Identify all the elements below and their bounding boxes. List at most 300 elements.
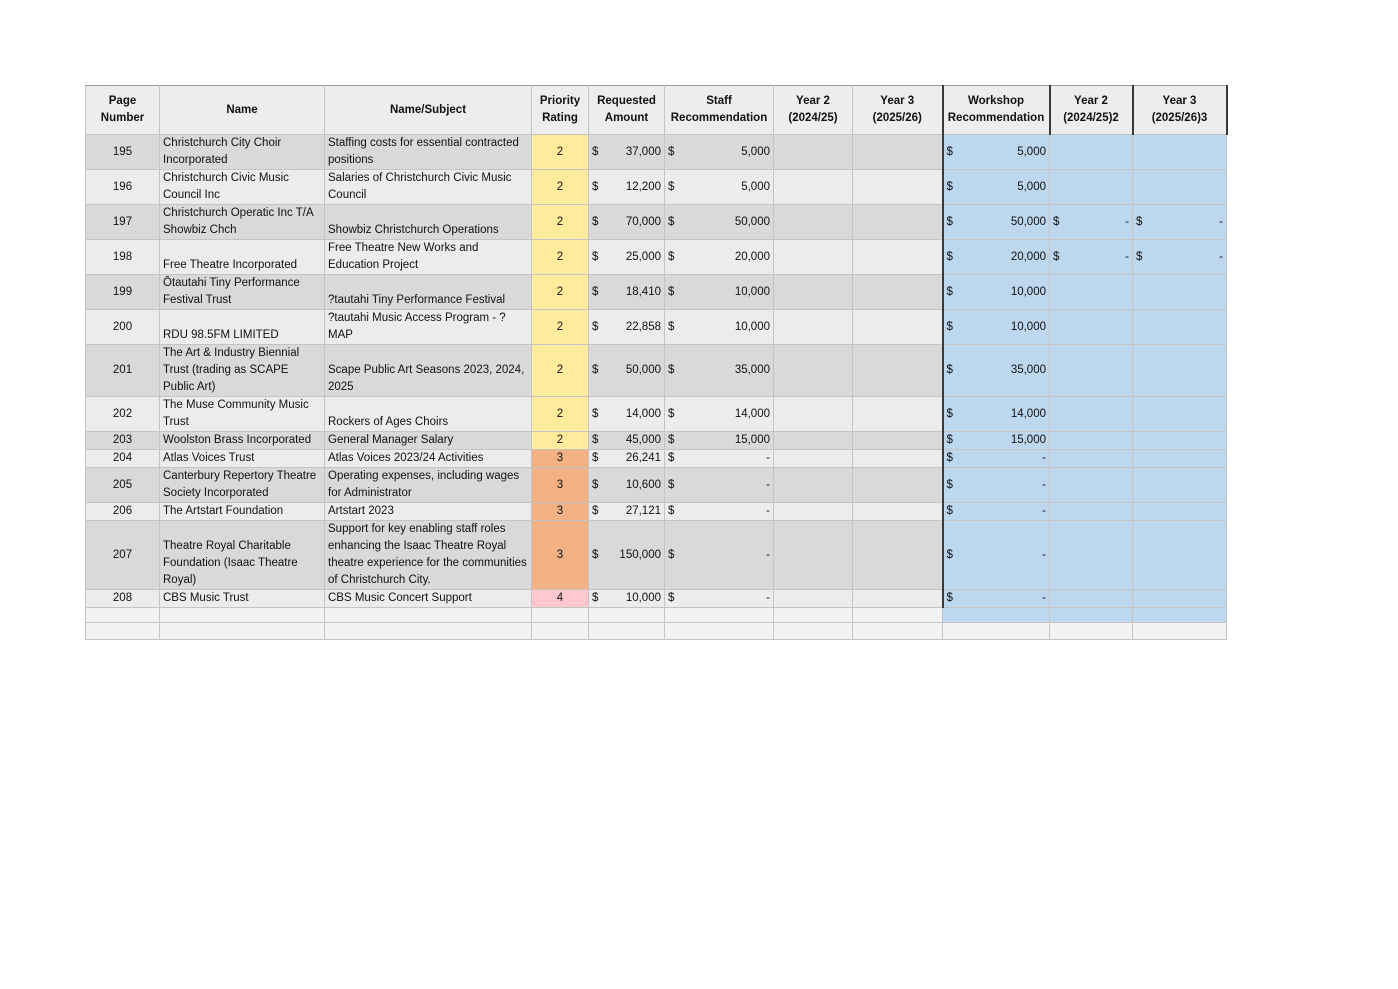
- name-cell[interactable]: Theatre Royal Charitable Foundation (Isaac Theatre Royal): [160, 521, 325, 590]
- empty-cell[interactable]: [1133, 623, 1227, 640]
- currency-symbol: $: [946, 434, 953, 446]
- year2-cell[interactable]: [774, 240, 853, 275]
- page-number-cell[interactable]: 207: [86, 521, 160, 590]
- year3-cell[interactable]: [853, 521, 943, 590]
- year3b-cell-amount: -: [1219, 250, 1223, 263]
- year3b-cell[interactable]: [1133, 135, 1227, 170]
- requested-cell[interactable]: [589, 135, 665, 170]
- priority-cell[interactable]: 2: [532, 310, 589, 345]
- year3-cell[interactable]: [853, 275, 943, 310]
- subject-cell[interactable]: Staffing costs for essential contracted positions: [325, 135, 532, 170]
- year3b-cell[interactable]: [1133, 503, 1227, 521]
- priority-cell[interactable]: 3: [532, 450, 589, 468]
- currency-symbol: $: [946, 364, 953, 376]
- subject-cell[interactable]: CBS Music Concert Support: [325, 590, 532, 608]
- table-row: [86, 310, 1227, 345]
- workshop-cell-value: [947, 432, 1047, 449]
- requested-cell[interactable]: [589, 345, 665, 397]
- requested-cell[interactable]: [589, 432, 665, 450]
- requested-cell-amount: 10,000: [625, 592, 661, 604]
- priority-cell[interactable]: 2: [532, 345, 589, 397]
- currency-symbol: $: [946, 548, 953, 561]
- year2-cell[interactable]: [774, 397, 853, 432]
- requested-cell-amount: 26,241: [625, 452, 661, 464]
- year3b-cell[interactable]: [1133, 450, 1227, 468]
- workshop-cell-value: [947, 319, 1047, 336]
- year2b-cell[interactable]: [1050, 397, 1133, 432]
- currency-symbol: $: [668, 180, 675, 193]
- empty-cell[interactable]: [853, 623, 943, 640]
- workshop-cell[interactable]: [943, 432, 1050, 450]
- staff-cell[interactable]: [665, 468, 774, 503]
- page-number-cell[interactable]: 204: [86, 450, 160, 468]
- empty-cell[interactable]: [86, 623, 160, 640]
- year3b-cell-value: [1136, 249, 1223, 266]
- year3-cell[interactable]: [853, 397, 943, 432]
- header-requested[interactable]: Requested Amount: [589, 86, 665, 135]
- requested-cell-amount: 14,000: [625, 407, 661, 420]
- year3-cell[interactable]: [853, 205, 943, 240]
- year3-cell[interactable]: [853, 345, 943, 397]
- requested-cell[interactable]: [589, 397, 665, 432]
- year2b-cell-value: [1053, 214, 1129, 231]
- year3-cell[interactable]: [853, 432, 943, 450]
- page-number-cell[interactable]: 195: [86, 135, 160, 170]
- header-row: [86, 86, 1227, 135]
- empty-cell[interactable]: [665, 623, 774, 640]
- year3-cell[interactable]: [853, 135, 943, 170]
- currency-symbol: $: [1136, 250, 1143, 263]
- name-cell[interactable]: Canterbury Repertory Theatre Society Incorporated: [160, 468, 325, 503]
- requested-cell-value: [592, 319, 661, 336]
- workshop-cell[interactable]: [943, 170, 1050, 205]
- workshop-cell[interactable]: [943, 345, 1050, 397]
- currency-symbol: $: [592, 364, 599, 376]
- workshop-cell-value: [947, 362, 1047, 379]
- staff-cell-amount: -: [766, 478, 770, 491]
- workshop-cell-amount: 14,000: [1010, 407, 1046, 420]
- staff-cell-value: [668, 249, 770, 266]
- table-row: [86, 590, 1227, 608]
- requested-cell-amount: 10,600: [625, 478, 661, 491]
- priority-cell[interactable]: 2: [532, 240, 589, 275]
- page-number-cell[interactable]: 198: [86, 240, 160, 275]
- requested-cell-value: [592, 214, 661, 231]
- page-number-cell[interactable]: 202: [86, 397, 160, 432]
- empty-cell[interactable]: [532, 608, 589, 623]
- workshop-cell[interactable]: [943, 521, 1050, 590]
- currency-symbol: $: [668, 320, 675, 333]
- requested-cell-value: [592, 362, 661, 379]
- year3b-cell[interactable]: [1133, 205, 1227, 240]
- staff-cell[interactable]: [665, 170, 774, 205]
- year3-cell[interactable]: [853, 450, 943, 468]
- priority-cell[interactable]: 2: [532, 275, 589, 310]
- workshop-cell[interactable]: [943, 275, 1050, 310]
- year3b-cell[interactable]: [1133, 310, 1227, 345]
- workshop-cell-value: [947, 450, 1047, 467]
- staff-cell[interactable]: [665, 205, 774, 240]
- currency-symbol: $: [946, 407, 953, 420]
- workshop-cell[interactable]: [943, 310, 1050, 345]
- currency-symbol: $: [592, 505, 599, 517]
- grants-table: [85, 85, 1228, 640]
- requested-cell[interactable]: [589, 450, 665, 468]
- staff-cell-amount: 10,000: [734, 285, 770, 298]
- year3b-cell[interactable]: [1133, 468, 1227, 503]
- empty-cell[interactable]: [325, 608, 532, 623]
- staff-cell[interactable]: [665, 503, 774, 521]
- currency-symbol: $: [946, 592, 953, 604]
- year3b-cell[interactable]: [1133, 590, 1227, 608]
- table-row: [86, 432, 1227, 450]
- subject-cell[interactable]: Rockers of Ages Choirs: [325, 397, 532, 432]
- subject-cell[interactable]: ?tautahi Music Access Program - ?MAP: [325, 310, 532, 345]
- year3b-cell[interactable]: [1133, 170, 1227, 205]
- year3b-cell[interactable]: [1133, 432, 1227, 450]
- page-number-cell[interactable]: 200: [86, 310, 160, 345]
- staff-cell[interactable]: [665, 521, 774, 590]
- year2b-cell[interactable]: [1050, 170, 1133, 205]
- name-cell[interactable]: CBS Music Trust: [160, 590, 325, 608]
- requested-cell[interactable]: [589, 468, 665, 503]
- year2-cell[interactable]: [774, 590, 853, 608]
- year2b-cell[interactable]: [1050, 345, 1133, 397]
- staff-cell-amount: 5,000: [741, 145, 770, 158]
- year2b-cell-amount: -: [1125, 215, 1129, 228]
- priority-cell[interactable]: 3: [532, 521, 589, 590]
- priority-cell[interactable]: 2: [532, 432, 589, 450]
- empty-cell[interactable]: [665, 608, 774, 623]
- requested-cell-amount: 25,000: [625, 250, 661, 263]
- table-row: [86, 135, 1227, 170]
- workshop-cell[interactable]: [943, 450, 1050, 468]
- currency-symbol: $: [668, 478, 675, 491]
- year3b-cell-amount: -: [1219, 215, 1223, 228]
- priority-cell[interactable]: 3: [532, 468, 589, 503]
- currency-symbol: $: [592, 548, 599, 561]
- subject-cell[interactable]: Operating expenses, including wages for Administrator: [325, 468, 532, 503]
- workshop-cell-amount: -: [1042, 592, 1046, 604]
- workshop-cell[interactable]: [943, 397, 1050, 432]
- page-number-cell[interactable]: 205: [86, 468, 160, 503]
- page-number-cell[interactable]: 201: [86, 345, 160, 397]
- currency-symbol: $: [1053, 250, 1060, 263]
- currency-symbol: $: [592, 434, 599, 446]
- year2-cell[interactable]: [774, 432, 853, 450]
- requested-cell[interactable]: [589, 590, 665, 608]
- name-cell[interactable]: Christchurch City Choir Incorporated: [160, 135, 325, 170]
- requested-cell-amount: 22,858: [625, 320, 661, 333]
- currency-symbol: $: [946, 478, 953, 491]
- empty-cell[interactable]: [774, 623, 853, 640]
- requested-cell[interactable]: [589, 205, 665, 240]
- year2b-cell[interactable]: [1050, 432, 1133, 450]
- empty-cell[interactable]: [1050, 623, 1133, 640]
- year3b-cell-value: [1136, 214, 1223, 231]
- year3b-cell[interactable]: [1133, 345, 1227, 397]
- currency-symbol: $: [946, 180, 953, 193]
- workshop-cell[interactable]: [943, 205, 1050, 240]
- year2-cell[interactable]: [774, 170, 853, 205]
- currency-symbol: $: [668, 250, 675, 263]
- empty-cell[interactable]: [325, 623, 532, 640]
- subject-cell[interactable]: Support for key enabling staff roles enhancing the Isaac Theatre Royal theatre experience for the communities of Christchurch City.: [325, 521, 532, 590]
- page-number-cell[interactable]: 208: [86, 590, 160, 608]
- table-row: [86, 503, 1227, 521]
- requested-cell-value: [592, 477, 661, 494]
- empty-cell[interactable]: [943, 623, 1050, 640]
- subject-cell[interactable]: Free Theatre New Works and Education Project: [325, 240, 532, 275]
- priority-cell[interactable]: 2: [532, 170, 589, 205]
- staff-cell-amount: 15,000: [734, 434, 770, 446]
- staff-cell[interactable]: [665, 240, 774, 275]
- page-number-cell[interactable]: 196: [86, 170, 160, 205]
- staff-cell[interactable]: [665, 310, 774, 345]
- year2-cell[interactable]: [774, 275, 853, 310]
- staff-cell[interactable]: [665, 275, 774, 310]
- staff-cell-value: [668, 477, 770, 494]
- year2b-cell[interactable]: [1050, 275, 1133, 310]
- empty-cell[interactable]: [774, 608, 853, 623]
- year3b-cell[interactable]: [1133, 275, 1227, 310]
- name-cell[interactable]: Ōtautahi Tiny Performance Festival Trust: [160, 275, 325, 310]
- header-year2[interactable]: Year 2 (2024/25): [774, 86, 853, 135]
- workshop-cell-amount: -: [1042, 548, 1046, 561]
- staff-cell-value: [668, 362, 770, 379]
- workshop-cell[interactable]: [943, 468, 1050, 503]
- year2-cell[interactable]: [774, 468, 853, 503]
- header-year2b[interactable]: Year 2 (2024/25)2: [1050, 86, 1133, 135]
- staff-cell-amount: -: [766, 452, 770, 464]
- name-cell[interactable]: Woolston Brass Incorporated: [160, 432, 325, 450]
- header-year3b[interactable]: Year 3 (2025/26)3: [1133, 86, 1227, 135]
- staff-cell-amount: 14,000: [734, 407, 770, 420]
- subject-cell[interactable]: Showbiz Christchurch Operations: [325, 205, 532, 240]
- year2b-cell[interactable]: [1050, 468, 1133, 503]
- empty-cell[interactable]: [532, 623, 589, 640]
- table-row: [86, 397, 1227, 432]
- currency-symbol: $: [946, 145, 953, 158]
- year2b-cell[interactable]: [1050, 590, 1133, 608]
- currency-symbol: $: [1136, 215, 1143, 228]
- currency-symbol: $: [592, 478, 599, 491]
- requested-cell[interactable]: [589, 275, 665, 310]
- staff-cell-amount: 5,000: [741, 180, 770, 193]
- year2b-cell[interactable]: [1050, 205, 1133, 240]
- workshop-cell-value: [947, 590, 1047, 607]
- staff-cell[interactable]: [665, 450, 774, 468]
- table-row: [86, 275, 1227, 310]
- staff-cell[interactable]: [665, 135, 774, 170]
- workshop-cell-amount: -: [1042, 452, 1046, 464]
- staff-cell[interactable]: [665, 590, 774, 608]
- priority-cell[interactable]: 2: [532, 397, 589, 432]
- header-priority[interactable]: Priority Rating: [532, 86, 589, 135]
- workshop-cell-value: [947, 214, 1047, 231]
- header-name[interactable]: Name: [160, 86, 325, 135]
- workshop-cell-value: [947, 144, 1047, 161]
- empty-cell[interactable]: [1050, 608, 1133, 623]
- workshop-cell-amount: -: [1042, 478, 1046, 491]
- table-row: [86, 345, 1227, 397]
- page-number-cell[interactable]: 206: [86, 503, 160, 521]
- requested-cell-value: [592, 179, 661, 196]
- requested-cell-value: [592, 590, 661, 607]
- staff-cell-amount: 10,000: [734, 320, 770, 333]
- requested-cell-amount: 150,000: [619, 548, 661, 561]
- empty-cell[interactable]: [160, 623, 325, 640]
- requested-cell[interactable]: [589, 240, 665, 275]
- year2-cell[interactable]: [774, 205, 853, 240]
- currency-symbol: $: [668, 407, 675, 420]
- workshop-cell-amount: 5,000: [1017, 145, 1046, 158]
- year3b-cell[interactable]: [1133, 397, 1227, 432]
- workshop-cell-amount: 20,000: [1010, 250, 1046, 263]
- currency-symbol: $: [668, 215, 675, 228]
- empty-row: [86, 608, 1227, 623]
- year2b-cell[interactable]: [1050, 240, 1133, 275]
- workshop-cell-value: [947, 284, 1047, 301]
- header-subject[interactable]: Name/Subject: [325, 86, 532, 135]
- currency-symbol: $: [1053, 215, 1060, 228]
- year2b-cell[interactable]: [1050, 521, 1133, 590]
- empty-cell[interactable]: [86, 608, 160, 623]
- name-cell[interactable]: Free Theatre Incorporated: [160, 240, 325, 275]
- year3-cell[interactable]: [853, 503, 943, 521]
- workshop-cell[interactable]: [943, 240, 1050, 275]
- name-cell[interactable]: The Art & Industry Biennial Trust (trading as SCAPE Public Art): [160, 345, 325, 397]
- table-row: [86, 521, 1227, 590]
- year3-cell[interactable]: [853, 590, 943, 608]
- requested-cell[interactable]: [589, 503, 665, 521]
- staff-cell[interactable]: [665, 397, 774, 432]
- empty-row: [86, 623, 1227, 640]
- workshop-cell-amount: -: [1042, 505, 1046, 517]
- workshop-cell-amount: 35,000: [1010, 364, 1046, 376]
- staff-cell[interactable]: [665, 432, 774, 450]
- staff-cell-value: [668, 450, 770, 467]
- subject-cell[interactable]: Scape Public Art Seasons 2023, 2024, 2025: [325, 345, 532, 397]
- workshop-cell[interactable]: [943, 135, 1050, 170]
- subject-cell[interactable]: General Manager Salary: [325, 432, 532, 450]
- currency-symbol: $: [668, 452, 675, 464]
- subject-cell[interactable]: Atlas Voices 2023/24 Activities: [325, 450, 532, 468]
- staff-cell-value: [668, 503, 770, 520]
- header-year3[interactable]: Year 3 (2025/26): [853, 86, 943, 135]
- year2-cell[interactable]: [774, 135, 853, 170]
- year3-cell[interactable]: [853, 240, 943, 275]
- name-cell[interactable]: Christchurch Operatic Inc T/A Showbiz Chch: [160, 205, 325, 240]
- year3b-cell[interactable]: [1133, 240, 1227, 275]
- header-workshop[interactable]: Workshop Recommendation: [943, 86, 1050, 135]
- page-number-cell[interactable]: 199: [86, 275, 160, 310]
- table-row: [86, 468, 1227, 503]
- year2-cell[interactable]: [774, 450, 853, 468]
- requested-cell-amount: 12,200: [625, 180, 661, 193]
- page-number-cell[interactable]: 197: [86, 205, 160, 240]
- header-page-number[interactable]: Page Number: [86, 86, 160, 135]
- currency-symbol: $: [946, 452, 953, 464]
- name-cell[interactable]: RDU 98.5FM LIMITED: [160, 310, 325, 345]
- empty-cell[interactable]: [160, 608, 325, 623]
- subject-cell[interactable]: Salaries of Christchurch Civic Music Council: [325, 170, 532, 205]
- priority-cell[interactable]: 2: [532, 135, 589, 170]
- year2-cell[interactable]: [774, 310, 853, 345]
- requested-cell-value: [592, 249, 661, 266]
- workshop-cell[interactable]: [943, 590, 1050, 608]
- staff-cell-amount: -: [766, 548, 770, 561]
- requested-cell-value: [592, 406, 661, 423]
- workshop-cell-value: [947, 249, 1047, 266]
- subject-cell[interactable]: ?tautahi Tiny Performance Festival: [325, 275, 532, 310]
- priority-cell[interactable]: 2: [532, 205, 589, 240]
- year2b-cell-value: [1053, 249, 1129, 266]
- empty-cell[interactable]: [589, 608, 665, 623]
- currency-symbol: $: [946, 320, 953, 333]
- currency-symbol: $: [592, 592, 599, 604]
- workshop-cell[interactable]: [943, 503, 1050, 521]
- name-cell[interactable]: Atlas Voices Trust: [160, 450, 325, 468]
- empty-cell[interactable]: [943, 608, 1050, 623]
- table-row: [86, 170, 1227, 205]
- name-cell[interactable]: The Artstart Foundation: [160, 503, 325, 521]
- staff-cell[interactable]: [665, 345, 774, 397]
- year2b-cell[interactable]: [1050, 503, 1133, 521]
- empty-cell[interactable]: [853, 608, 943, 623]
- year2b-cell[interactable]: [1050, 450, 1133, 468]
- requested-cell-amount: 27,121: [625, 505, 661, 517]
- priority-cell[interactable]: 4: [532, 590, 589, 608]
- staff-cell-amount: -: [766, 505, 770, 517]
- header-staff[interactable]: Staff Recommendation: [665, 86, 774, 135]
- empty-cell[interactable]: [589, 623, 665, 640]
- year2-cell[interactable]: [774, 521, 853, 590]
- currency-symbol: $: [946, 285, 953, 298]
- priority-cell[interactable]: 3: [532, 503, 589, 521]
- workshop-cell-amount: 10,000: [1010, 320, 1046, 333]
- name-cell[interactable]: Christchurch Civic Music Council Inc: [160, 170, 325, 205]
- subject-cell[interactable]: Artstart 2023: [325, 503, 532, 521]
- workshop-cell-value: [947, 406, 1047, 423]
- currency-symbol: $: [668, 548, 675, 561]
- page-number-cell[interactable]: 203: [86, 432, 160, 450]
- year2b-cell-amount: -: [1125, 250, 1129, 263]
- requested-cell[interactable]: [589, 310, 665, 345]
- requested-cell[interactable]: [589, 521, 665, 590]
- staff-cell-value: [668, 432, 770, 449]
- currency-symbol: $: [592, 215, 599, 228]
- year3b-cell[interactable]: [1133, 521, 1227, 590]
- year2-cell[interactable]: [774, 345, 853, 397]
- staff-cell-value: [668, 284, 770, 301]
- currency-symbol: $: [946, 250, 953, 263]
- year2-cell[interactable]: [774, 503, 853, 521]
- name-cell[interactable]: The Muse Community Music Trust: [160, 397, 325, 432]
- currency-symbol: $: [946, 215, 953, 228]
- staff-cell-amount: 35,000: [734, 364, 770, 376]
- empty-cell[interactable]: [1133, 608, 1227, 623]
- year3-cell[interactable]: [853, 468, 943, 503]
- requested-cell-amount: 50,000: [625, 364, 661, 376]
- year3-cell[interactable]: [853, 170, 943, 205]
- year3-cell[interactable]: [853, 310, 943, 345]
- requested-cell[interactable]: [589, 170, 665, 205]
- year2b-cell[interactable]: [1050, 135, 1133, 170]
- currency-symbol: $: [592, 145, 599, 158]
- year2b-cell[interactable]: [1050, 310, 1133, 345]
- workshop-cell-amount: 15,000: [1010, 434, 1046, 446]
